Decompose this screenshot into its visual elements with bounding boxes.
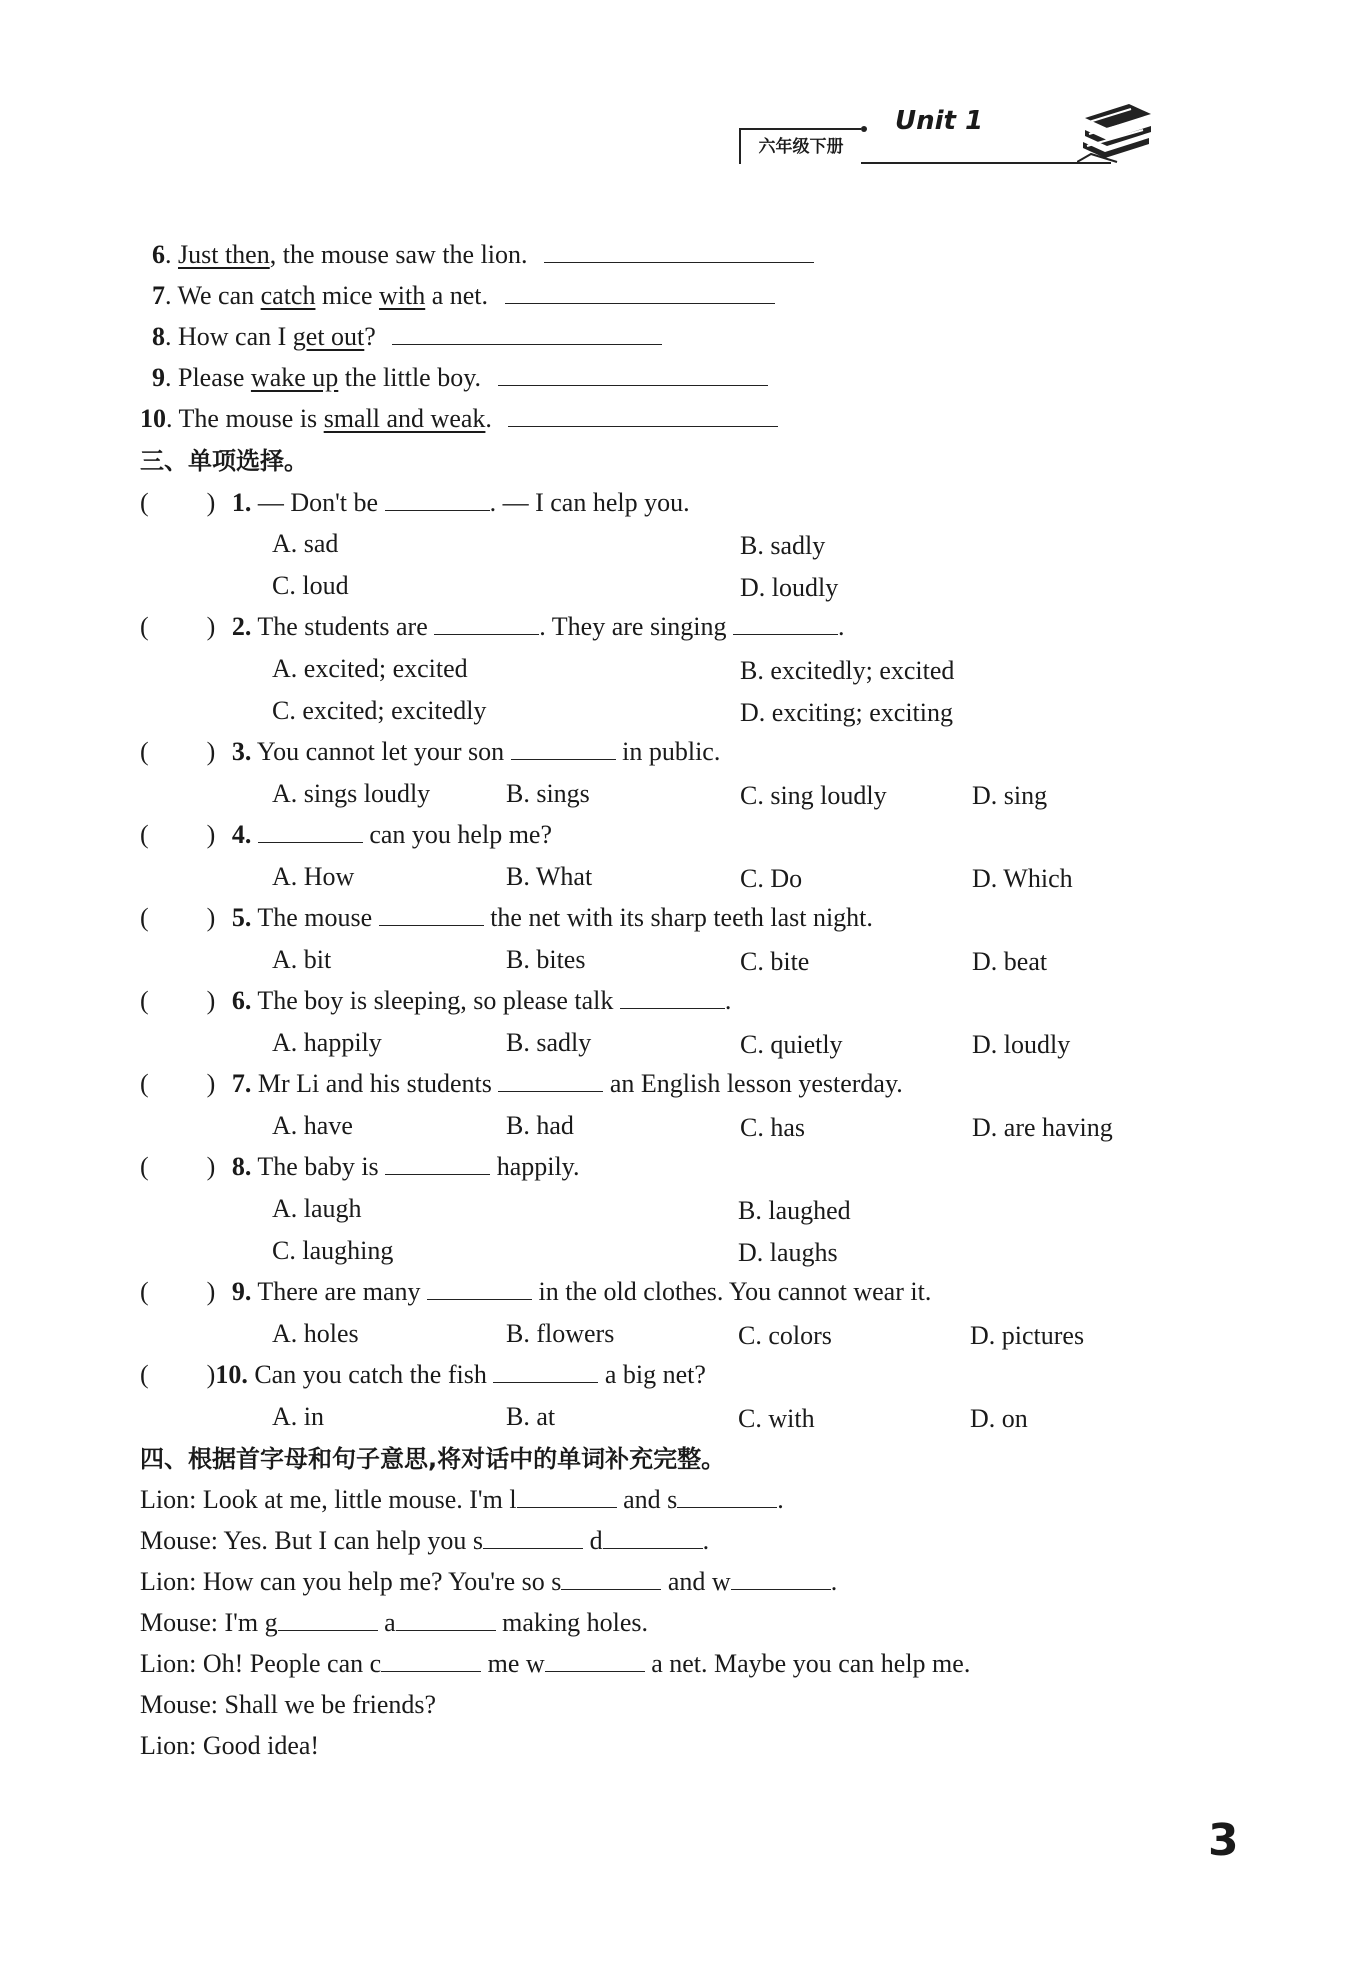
option-8b[interactable]: B. laughed (738, 1196, 851, 1225)
option-2a[interactable]: A. excited; excited (272, 654, 468, 683)
option-1b[interactable]: B. sadly (740, 531, 826, 560)
option-4a[interactable]: A. How (272, 862, 355, 891)
answer-blank[interactable] (544, 240, 814, 263)
option-5d[interactable]: D. beat (972, 947, 1048, 976)
header-dot (861, 126, 867, 132)
option-6b[interactable]: B. sadly (506, 1028, 592, 1057)
page-header (737, 100, 1157, 170)
option-9b[interactable]: B. flowers (506, 1319, 615, 1348)
option-7c[interactable]: C. has (740, 1113, 805, 1142)
answer-blank[interactable] (493, 1360, 598, 1383)
option-9a[interactable]: A. holes (272, 1319, 359, 1348)
answer-blank[interactable] (396, 1608, 496, 1631)
dialogue-line-2: Mouse: Yes. But I can help you s d . (140, 1526, 710, 1555)
answer-blank[interactable] (427, 1277, 532, 1300)
sentence-6: 6. Just then, the mouse saw the lion. (152, 240, 814, 270)
question-3: ( ) 3. You cannot let your son in public. (140, 737, 721, 766)
dialogue-line-1: Lion: Look at me, little mouse. I'm l and s . (140, 1485, 784, 1514)
header-rule (861, 162, 1111, 164)
answer-blank[interactable] (258, 820, 363, 843)
dialogue-line-3: Lion: How can you help me? You're so s and w . (140, 1567, 838, 1596)
sentence-9: 9. Please wake up the little boy. (152, 363, 768, 393)
answer-blank[interactable] (733, 612, 838, 635)
option-1c[interactable]: C. loud (272, 571, 349, 600)
option-3a[interactable]: A. sings loudly (272, 779, 431, 808)
question-10: ( )10. Can you catch the fish a big net? (140, 1360, 706, 1389)
question-1: ( ) 1. — Don't be . — I can help you. (140, 488, 690, 517)
option-8c[interactable]: C. laughing (272, 1236, 394, 1265)
sentence-8: 8. How can I get out? (152, 322, 662, 352)
option-4b[interactable]: B. What (506, 862, 593, 891)
option-10d[interactable]: D. on (970, 1404, 1028, 1433)
option-8d[interactable]: D. laughs (738, 1238, 838, 1267)
option-10c[interactable]: C. with (738, 1404, 815, 1433)
answer-blank[interactable] (434, 612, 539, 635)
answer-blank[interactable] (498, 1069, 603, 1092)
option-10a[interactable]: A. in (272, 1402, 324, 1431)
answer-blank[interactable] (385, 488, 490, 511)
page-number: 3 (1208, 1815, 1239, 1866)
option-4c[interactable]: C. Do (740, 864, 803, 893)
sentence-7: 7. We can catch mice with a net. (152, 281, 775, 311)
option-3c[interactable]: C. sing loudly (740, 781, 887, 810)
option-5b[interactable]: B. bites (506, 945, 586, 974)
question-7: ( ) 7. Mr Li and his students an English lesson yesterday. (140, 1069, 903, 1098)
sentence-10: 10. The mouse is small and weak. (140, 404, 778, 434)
answer-blank[interactable] (505, 281, 775, 304)
grade-label: 六年级下册 (739, 128, 861, 164)
option-9c[interactable]: C. colors (738, 1321, 832, 1350)
option-3b[interactable]: B. sings (506, 779, 590, 808)
question-9: ( ) 9. There are many in the old clothes. You cannot wear it. (140, 1277, 932, 1306)
option-7b[interactable]: B. had (506, 1111, 574, 1140)
option-2c[interactable]: C. excited; excitedly (272, 696, 487, 725)
option-2d[interactable]: D. exciting; exciting (740, 698, 954, 727)
option-5a[interactable]: A. bit (272, 945, 332, 974)
answer-blank[interactable] (278, 1608, 378, 1631)
answer-blank[interactable] (561, 1567, 661, 1590)
dialogue-line-6: Mouse: Shall we be friends? (140, 1690, 437, 1719)
option-6a[interactable]: A. happily (272, 1028, 382, 1057)
option-7d[interactable]: D. are having (972, 1113, 1113, 1142)
option-3d[interactable]: D. sing (972, 781, 1048, 810)
answer-blank[interactable] (620, 986, 725, 1009)
option-6c[interactable]: C. quietly (740, 1030, 843, 1059)
question-5: ( ) 5. The mouse the net with its sharp teeth last night. (140, 903, 873, 932)
option-7a[interactable]: A. have (272, 1111, 353, 1140)
question-6: ( ) 6. The boy is sleeping, so please talk . (140, 986, 732, 1015)
answer-blank[interactable] (498, 363, 768, 386)
option-1d[interactable]: D. loudly (740, 573, 839, 602)
option-9d[interactable]: D. pictures (970, 1321, 1085, 1350)
option-5c[interactable]: C. bite (740, 947, 810, 976)
section4-title: 四、根据首字母和句子意思,将对话中的单词补充完整。 (140, 1445, 726, 1473)
answer-blank[interactable] (511, 737, 616, 760)
answer-blank[interactable] (385, 1152, 490, 1175)
unit-title: Unit 1 (895, 106, 984, 136)
answer-blank[interactable] (483, 1526, 583, 1549)
question-8: ( ) 8. The baby is happily. (140, 1152, 580, 1181)
answer-blank[interactable] (677, 1485, 777, 1508)
question-2: ( ) 2. The students are . They are singing . (140, 612, 845, 641)
books-icon (1077, 100, 1157, 170)
option-8a[interactable]: A. laugh (272, 1194, 362, 1223)
option-2b[interactable]: B. excitedly; excited (740, 656, 955, 685)
dialogue-line-4: Mouse: I'm g a making holes. (140, 1608, 648, 1637)
answer-blank[interactable] (545, 1649, 645, 1672)
option-1a[interactable]: A. sad (272, 529, 339, 558)
answer-blank[interactable] (381, 1649, 481, 1672)
section3-title: 三、单项选择。 (140, 447, 308, 475)
answer-blank[interactable] (508, 404, 778, 427)
answer-blank[interactable] (731, 1567, 831, 1590)
question-4: ( ) 4. can you help me? (140, 820, 552, 849)
answer-blank[interactable] (517, 1485, 617, 1508)
option-10b[interactable]: B. at (506, 1402, 556, 1431)
answer-blank[interactable] (392, 322, 662, 345)
option-4d[interactable]: D. Which (972, 864, 1073, 893)
answer-blank[interactable] (379, 903, 484, 926)
dialogue-line-7: Lion: Good idea! (140, 1731, 320, 1760)
option-6d[interactable]: D. loudly (972, 1030, 1071, 1059)
answer-blank[interactable] (603, 1526, 703, 1549)
dialogue-line-5: Lion: Oh! People can c me w a net. Maybe you can help me. (140, 1649, 971, 1678)
